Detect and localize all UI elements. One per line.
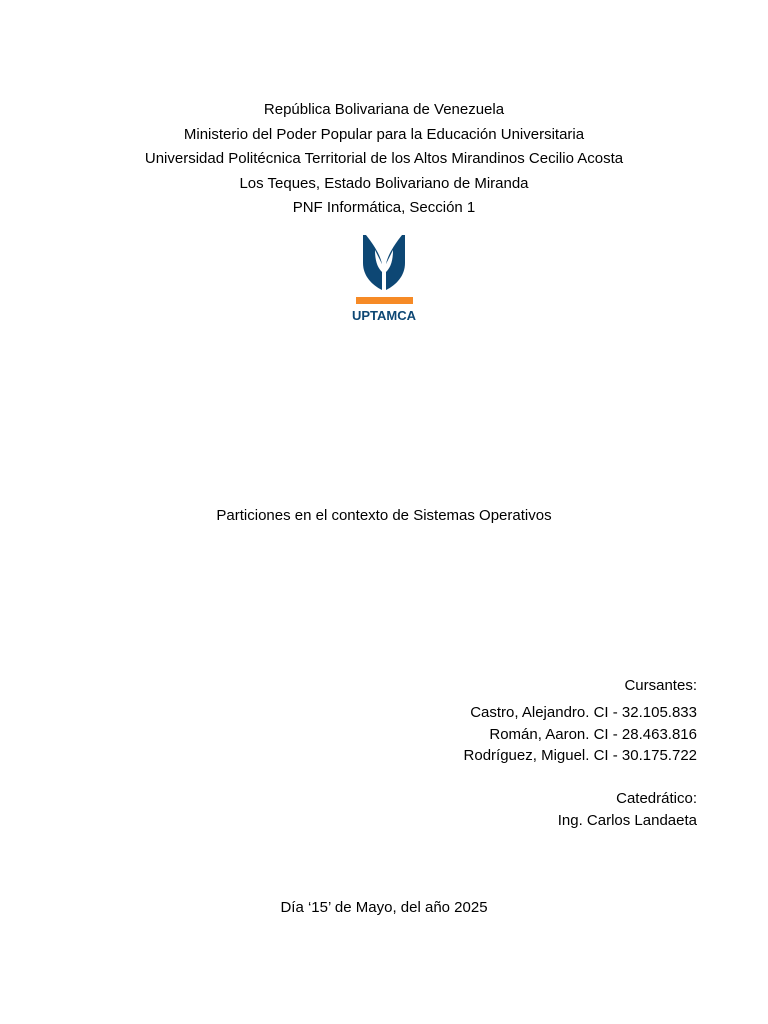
logo-orange-bar — [356, 297, 413, 304]
header-line-program: PNF Informática, Sección 1 — [292, 199, 476, 216]
institution-header — [0, 98, 768, 221]
header-line-republic: República Bolivariana de Venezuela — [263, 101, 505, 118]
teacher-block — [558, 788, 697, 832]
teacher-label: Catedrático: — [616, 790, 697, 807]
students-label: Cursantes: — [624, 677, 697, 694]
uptamca-emblem-icon — [346, 232, 422, 324]
header-line-ministry: Ministerio del Poder Popular para la Educación Universitaria — [183, 125, 585, 143]
header-line-location: Los Teques, Estado Bolivariano de Miranda — [239, 174, 529, 192]
student-item: Román, Aaron. CI - 28.463.816 — [489, 725, 697, 743]
student-item: Castro, Alejandro. CI - 32.105.833 — [470, 704, 697, 721]
logo-text: UPTAMCA — [351, 308, 417, 323]
document-title: Particiones en el contexto de Sistemas Operativos — [216, 507, 552, 524]
header-line-university: Universidad Politécnica Territorial de los Altos Mirandinos Cecilio Acosta — [144, 150, 624, 167]
students-block — [464, 676, 697, 767]
teacher-name: Ing. Carlos Landaeta — [557, 812, 697, 829]
university-logo — [346, 232, 422, 324]
student-item: Rodríguez, Miguel. CI - 30.175.722 — [463, 747, 697, 764]
document-date: Día ‘15’ de Mayo, del año 2025 — [280, 899, 488, 916]
